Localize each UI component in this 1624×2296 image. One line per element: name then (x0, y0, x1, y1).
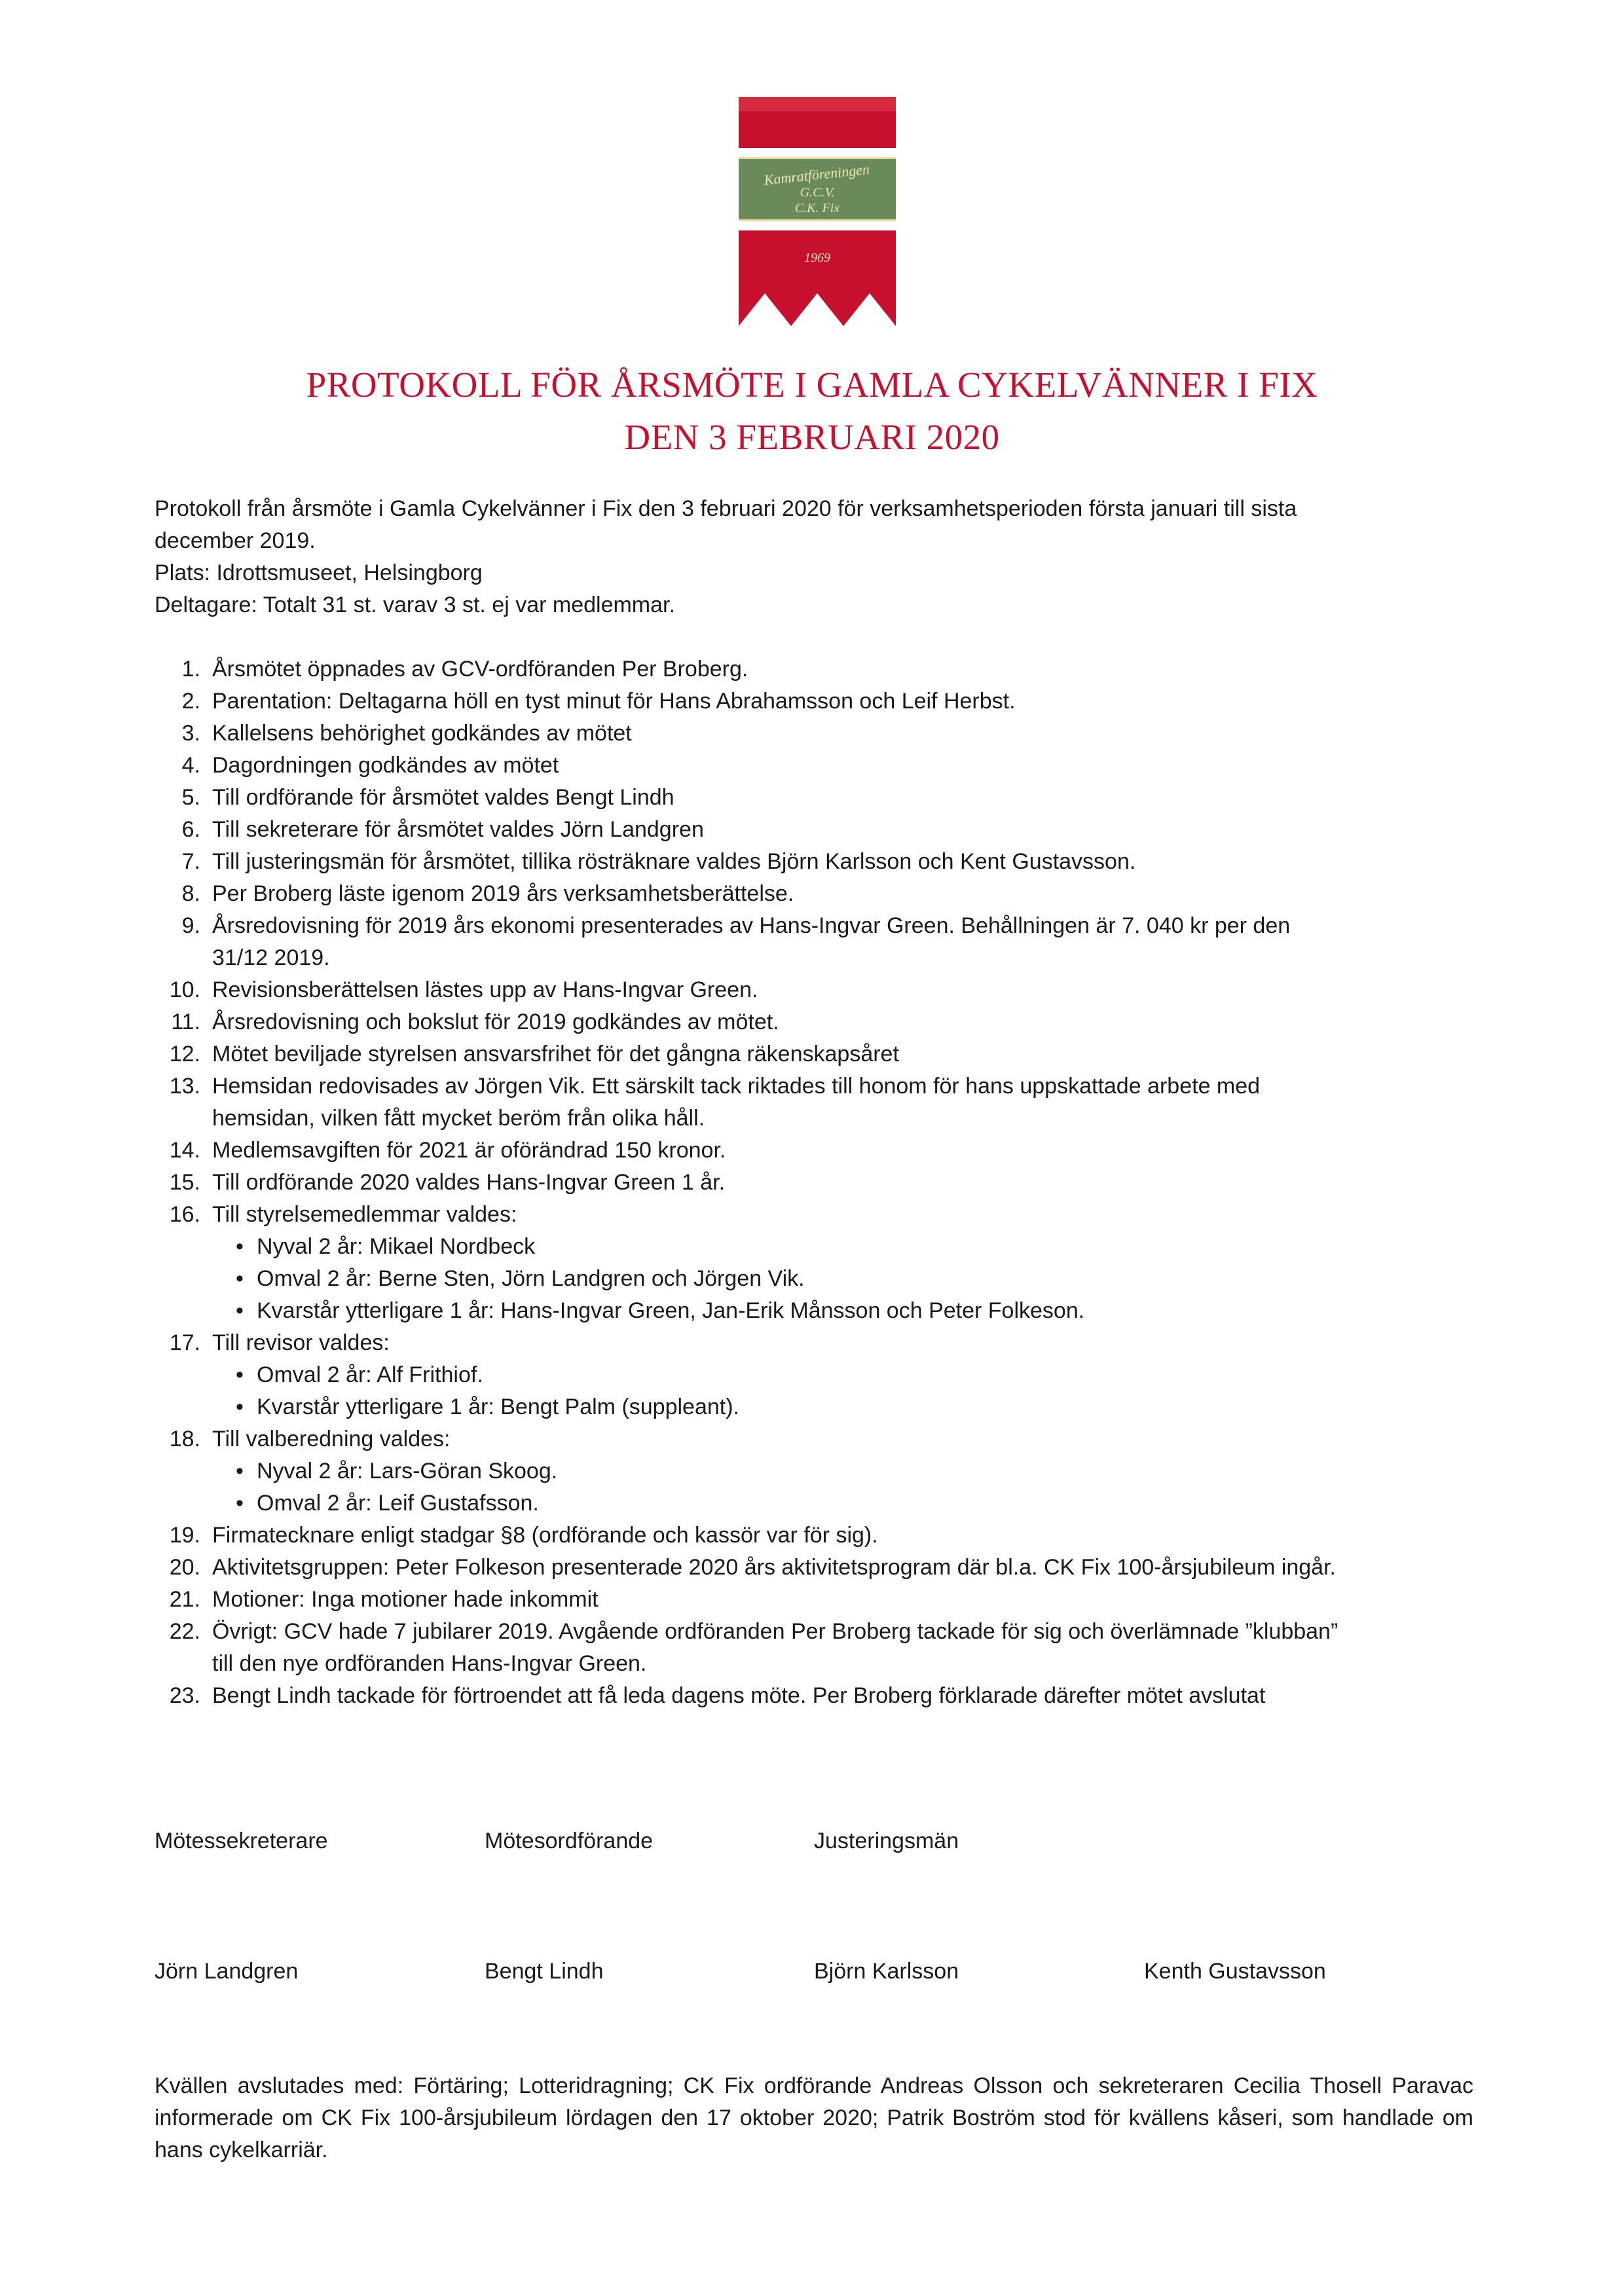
agenda-item (155, 1327, 1473, 1423)
agenda-item-number: 21. (169, 1587, 200, 1612)
agenda-subitem: • Nyval 2 år: Lars-Göran Skoog. (236, 1455, 1473, 1487)
agenda-item-text: Till ordförande 2020 valdes Hans-Ingvar Green 1 år. (212, 1170, 726, 1195)
agenda-list (155, 653, 1473, 1712)
agenda-item-text: Hemsidan redovisades av Jörgen Vik. Ett särskilt tack riktades till honom för hans uppskattade arbete med (212, 1074, 1261, 1099)
agenda-item (155, 846, 1473, 878)
agenda-item (155, 782, 1473, 814)
agenda-subitem: • Nyval 2 år: Mikael Nordbeck (236, 1231, 1473, 1263)
meeting-participants: Deltagare: Totalt 31 st. varav 3 st. ej var medlemmar. (155, 592, 675, 617)
agenda-item-text-continued: till den nye ordföranden Hans-Ingvar Green. (212, 1651, 647, 1676)
agenda-item-number: 7. (181, 849, 200, 874)
name-adjuster-1: Björn Karlsson (814, 1959, 959, 1984)
agenda-item-number: 14. (169, 1138, 200, 1163)
agenda-item-number: 13. (169, 1074, 200, 1099)
pennant-text-2: G.C.V. (800, 185, 835, 200)
agenda-item (155, 1006, 1473, 1038)
agenda-item-text-continued: 31/12 2019. (212, 945, 330, 970)
agenda-item-number: 6. (181, 817, 200, 842)
closing-paragraph: Kvällen avslutades med: Förtäring; Lotteridragning; CK Fix ordförande Andreas Olsson och sekreteraren Cecilia Thosell Paravac informerade om CK Fix 100-årsjubileum lördagen den 17 oktober 2020; Patrik Boström stod för kvällens kåseri, som handlade om hans cykelkarriär. (155, 2073, 1473, 2162)
agenda-item (155, 974, 1473, 1006)
title-line-2: DEN 3 FEBRUARI 2020 (624, 417, 1000, 457)
agenda-item-text: Till sekreterare för årsmötet valdes Jörn Landgren (212, 817, 704, 842)
agenda-item-text: Till justeringsmän för årsmötet, tillika rösträknare valdes Björn Karlsson och Kent Gustavsson. (212, 849, 1136, 874)
agenda-subitem: • Kvarstår ytterligare 1 år: Bengt Palm (suppleant). (236, 1391, 1473, 1423)
agenda-item-number: 1. (181, 657, 200, 682)
meeting-place: Plats: Idrottsmuseet, Helsingborg (155, 560, 483, 585)
agenda-item (155, 910, 1473, 974)
agenda-item-text: Till valberedning valdes: (212, 1427, 451, 1451)
agenda-sublist (212, 1231, 1473, 1327)
agenda-item-text: Årsmötet öppnades av GCV-ordföranden Per Broberg. (212, 657, 748, 682)
agenda-item-text: Årsredovisning för 2019 års ekonomi presenterades av Hans-Ingvar Green. Behållningen är 7. 040 kr per den (212, 913, 1291, 938)
agenda-item-number: 4. (181, 753, 200, 778)
agenda-item-text: Motioner: Inga motioner hade inkommit (212, 1587, 599, 1612)
agenda-item (155, 1199, 1473, 1327)
name-adjuster-2: Kenth Gustavsson (1144, 1959, 1326, 1984)
intro (155, 493, 1473, 621)
name-chairman: Bengt Lindh (485, 1959, 604, 1984)
agenda-item-number: 17. (169, 1330, 200, 1355)
agenda-item-text: Revisionsberättelsen lästes upp av Hans-Ingvar Green. (212, 977, 758, 1002)
agenda-item-text: Mötet beviljade styrelsen ansvarsfrihet för det gångna räkenskapsåret (212, 1042, 899, 1066)
agenda-item-number: 8. (181, 881, 200, 906)
agenda-item-number: 12. (169, 1042, 200, 1066)
agenda-item (155, 1520, 1473, 1552)
agenda-item (155, 718, 1473, 750)
signature-names (155, 1956, 1473, 1988)
agenda-item-number: 3. (181, 721, 200, 746)
role-chairman: Mötesordförande (485, 1829, 654, 1853)
agenda-item-text: Kallelsens behörighet godkändes av mötet (212, 721, 632, 746)
agenda-item-text: Parentation: Deltagarna höll en tyst minut för Hans Abrahamsson och Leif Herbst. (212, 689, 1016, 714)
agenda-item-number: 15. (169, 1170, 200, 1195)
intro-line-2: december 2019. (155, 528, 316, 553)
agenda-subitem: • Omval 2 år: Alf Frithiof. (236, 1359, 1473, 1391)
agenda-item (155, 653, 1473, 685)
agenda-item-number: 20. (169, 1555, 200, 1580)
agenda-item (155, 1423, 1473, 1520)
document-body (155, 493, 1473, 1712)
role-secretary: Mötessekreterare (155, 1829, 328, 1853)
name-secretary: Jörn Landgren (155, 1959, 299, 1984)
agenda-item-text: Medlemsavgiften för 2021 är oförändrad 150 kronor. (212, 1138, 726, 1163)
agenda-item (155, 1167, 1473, 1199)
agenda-item-text: Aktivitetsgruppen: Peter Folkeson presenterade 2020 års aktivitetsprogram där bl.a. CK Fix 100-årsjubileum ingår. (212, 1555, 1336, 1580)
agenda-item (155, 878, 1473, 910)
agenda-item-number: 10. (169, 977, 200, 1002)
agenda-item-text: Bengt Lindh tackade för förtroendet att få leda dagens möte. Per Broberg förklarade därefter mötet avslutat (212, 1683, 1266, 1708)
agenda-item-number: 11. (171, 1010, 200, 1034)
title-line-1: PROTOKOLL FÖR ÅRSMÖTE I GAMLA CYKELVÄNNER I FIX (306, 365, 1318, 405)
agenda-item (155, 1680, 1473, 1712)
agenda-item-text: Till styrelsemedlemmar valdes: (212, 1202, 517, 1227)
signature-roles (155, 1825, 1473, 1858)
agenda-sublist (212, 1359, 1473, 1423)
agenda-item (155, 1070, 1473, 1135)
pennant-text-3: C.K. Fix (794, 201, 840, 215)
agenda-item-text: Årsredovisning och bokslut för 2019 godkändes av mötet. (212, 1010, 779, 1034)
agenda-item-number: 2. (181, 689, 200, 714)
agenda-item-number: 22. (169, 1619, 200, 1644)
club-pennant-logo (739, 97, 896, 326)
agenda-subitem: • Omval 2 år: Leif Gustafsson. (236, 1487, 1473, 1520)
agenda-item-text: Till ordförande för årsmötet valdes Bengt Lindh (212, 785, 674, 810)
role-adjusters: Justeringsmän (814, 1829, 959, 1853)
agenda-item-number: 16. (169, 1202, 200, 1227)
agenda-item-text: Övrigt: GCV hade 7 jubilarer 2019. Avgående ordföranden Per Broberg tackade för sig och överlämnade ”klubban” (212, 1619, 1338, 1644)
agenda-item-number: 19. (169, 1523, 200, 1548)
agenda-item (155, 814, 1473, 846)
agenda-sublist (212, 1455, 1473, 1520)
agenda-item-text: Per Broberg läste igenom 2019 års verksamhetsberättelse. (212, 881, 794, 906)
agenda-item (155, 1616, 1473, 1680)
agenda-item-number: 18. (169, 1427, 200, 1451)
pennant-graphic (739, 97, 896, 326)
pennant-text-1: Kamratföreningen (763, 160, 870, 189)
agenda-item-number: 9. (181, 913, 200, 938)
agenda-subitem: • Kvarstår ytterligare 1 år: Hans-Ingvar Green, Jan-Erik Månsson och Peter Folkeson. (236, 1295, 1473, 1327)
agenda-item-text-continued: hemsidan, vilken fått mycket beröm från olika håll. (212, 1106, 705, 1131)
agenda-item (155, 1038, 1473, 1070)
agenda-item-number: 5. (181, 785, 200, 810)
agenda-item-text: Firmatecknare enligt stadgar §8 (ordförande och kassör var för sig). (212, 1523, 878, 1548)
agenda-item (155, 685, 1473, 718)
agenda-item-text: Dagordningen godkändes av mötet (212, 753, 559, 778)
agenda-item (155, 750, 1473, 782)
intro-line-1: Protokoll från årsmöte i Gamla Cykelvänner i Fix den 3 februari 2020 för verksamhetsperioden första januari till sista (155, 496, 1297, 521)
agenda-subitem: • Omval 2 år: Berne Sten, Jörn Landgren och Jörgen Vik. (236, 1263, 1473, 1295)
document-title (0, 359, 1624, 464)
pennant-year: 1969 (804, 251, 830, 265)
agenda-item-text: Till revisor valdes: (212, 1330, 390, 1355)
agenda-item (155, 1552, 1473, 1584)
agenda-item (155, 1584, 1473, 1616)
agenda-item (155, 1135, 1473, 1167)
agenda-item-number: 23. (169, 1683, 200, 1708)
